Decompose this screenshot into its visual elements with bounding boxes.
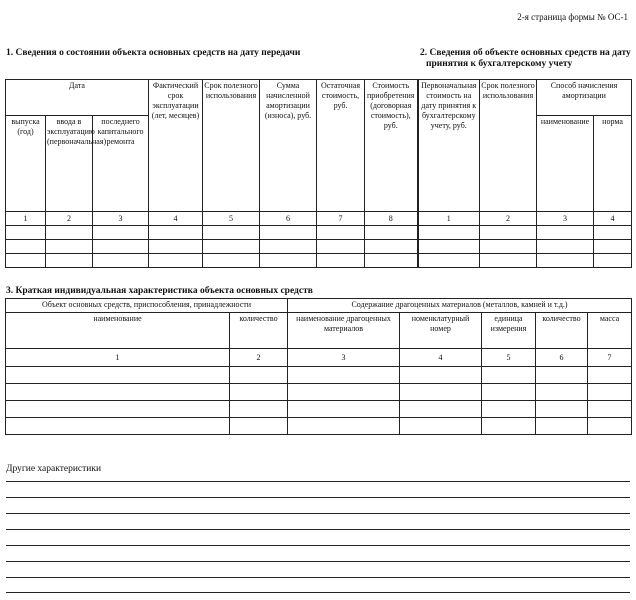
- table-cell[interactable]: [260, 240, 317, 254]
- table-cell[interactable]: [317, 254, 365, 268]
- table-cell[interactable]: [482, 418, 536, 435]
- col-num: 2: [230, 349, 288, 367]
- table-cell[interactable]: [365, 226, 418, 240]
- header-acquisition: Стоимость приобретения (договорная стоимость), руб.: [365, 80, 418, 212]
- table-cell[interactable]: [203, 226, 260, 240]
- col-num: 8: [365, 212, 418, 226]
- table-cell[interactable]: [46, 254, 93, 268]
- header-initial-cost: Первоначальная стоимость на дату принятия к бухгалтерскому учету, руб.: [418, 80, 480, 212]
- col-num: 6: [536, 349, 588, 367]
- section2-title: [420, 48, 631, 70]
- table-cell[interactable]: [6, 240, 46, 254]
- col-num: 6: [260, 212, 317, 226]
- page-note: 2-я страница формы № ОС-1: [517, 12, 628, 22]
- header-residual: Остаточная стоимость, руб.: [317, 80, 365, 212]
- table-cell[interactable]: [260, 226, 317, 240]
- table-cell[interactable]: [288, 401, 400, 418]
- section3-table: [5, 298, 632, 435]
- writing-line: [6, 481, 630, 482]
- col-num: 3: [93, 212, 149, 226]
- table-cell[interactable]: [288, 384, 400, 401]
- table-cell[interactable]: [400, 401, 482, 418]
- header-precious: Содержание драгоценных материалов (металлов, камней и т.д.): [288, 299, 632, 313]
- section2-title-line1: 2. Сведения об объекте основных средств на дату: [420, 48, 631, 58]
- header-name: наименование: [6, 313, 230, 349]
- table-cell[interactable]: [93, 254, 149, 268]
- writing-line: [6, 561, 630, 562]
- header-s2-useful-term: Срок полезного использования: [480, 80, 537, 212]
- col-num: 2: [480, 212, 537, 226]
- table-cell[interactable]: [203, 240, 260, 254]
- table-cell[interactable]: [230, 384, 288, 401]
- table-cell[interactable]: [418, 240, 480, 254]
- section2-title-line2: принятия к бухгалтерскому учету: [426, 59, 573, 69]
- header-unit: единица измерения: [482, 313, 536, 349]
- col-num: 7: [317, 212, 365, 226]
- table-cell[interactable]: [288, 418, 400, 435]
- table-cell[interactable]: [6, 384, 230, 401]
- table-cell[interactable]: [46, 226, 93, 240]
- header-object: Объект основных средств, приспособления, принадлежности: [6, 299, 288, 313]
- writing-line: [6, 529, 630, 530]
- table-cell[interactable]: [537, 240, 594, 254]
- table-cell[interactable]: [93, 240, 149, 254]
- table-cell[interactable]: [93, 226, 149, 240]
- col-num: 5: [203, 212, 260, 226]
- table-cell[interactable]: [536, 401, 588, 418]
- header-method: Способ начисления амортизации: [537, 80, 632, 116]
- table-cell[interactable]: [588, 418, 632, 435]
- table-cell[interactable]: [482, 401, 536, 418]
- table-cell[interactable]: [400, 418, 482, 435]
- header-precious-name: наименование драгоценных материалов: [288, 313, 400, 349]
- table-cell[interactable]: [317, 226, 365, 240]
- col-num: 4: [149, 212, 203, 226]
- col-num: 3: [537, 212, 594, 226]
- table-cell[interactable]: [46, 240, 93, 254]
- table-cell[interactable]: [537, 254, 594, 268]
- table-cell[interactable]: [480, 226, 537, 240]
- table-cell[interactable]: [6, 254, 46, 268]
- table-cell[interactable]: [537, 226, 594, 240]
- table-cell[interactable]: [418, 254, 480, 268]
- table-cell[interactable]: [230, 418, 288, 435]
- header-method-norm: норма: [594, 116, 632, 212]
- table-cell[interactable]: [149, 240, 203, 254]
- table-cell[interactable]: [365, 254, 418, 268]
- header-nomenclature: номенклатурный номер: [400, 313, 482, 349]
- table-cell[interactable]: [536, 418, 588, 435]
- table-cell[interactable]: [400, 384, 482, 401]
- col-num: 7: [588, 349, 632, 367]
- table-cell[interactable]: [365, 240, 418, 254]
- writing-line: [6, 545, 630, 546]
- table-cell[interactable]: [288, 367, 400, 384]
- table-cell[interactable]: [418, 226, 480, 240]
- header-issue: выпуска (год): [6, 116, 46, 212]
- table-cell[interactable]: [230, 367, 288, 384]
- header-method-name: наименование: [537, 116, 594, 212]
- table-cell[interactable]: [594, 254, 632, 268]
- table-cell[interactable]: [400, 367, 482, 384]
- table-cell[interactable]: [588, 401, 632, 418]
- table-cell[interactable]: [480, 254, 537, 268]
- writing-line: [6, 497, 630, 498]
- table-cell[interactable]: [594, 226, 632, 240]
- table-cell[interactable]: [230, 401, 288, 418]
- table-cell[interactable]: [536, 367, 588, 384]
- other-characteristics-label: Другие характеристики: [6, 464, 102, 474]
- header-actual-term: Фактический срок эксплуатации (лет, месяцев): [149, 80, 203, 212]
- section1-2-table: [5, 79, 632, 268]
- table-cell[interactable]: [594, 240, 632, 254]
- table-cell[interactable]: [149, 254, 203, 268]
- col-num: 1: [6, 212, 46, 226]
- writing-line: [6, 577, 630, 578]
- table-cell[interactable]: [480, 240, 537, 254]
- header-repair: последнего капитального ремонта: [93, 116, 149, 212]
- col-num: 5: [482, 349, 536, 367]
- table-cell[interactable]: [6, 226, 46, 240]
- header-date: Дата: [6, 80, 149, 116]
- table-cell[interactable]: [482, 384, 536, 401]
- header-commission: ввода в эксплуатацию (первоначальная): [46, 116, 93, 212]
- table-cell[interactable]: [482, 367, 536, 384]
- table-cell[interactable]: [588, 367, 632, 384]
- col-num: 1: [418, 212, 480, 226]
- table-cell[interactable]: [6, 367, 230, 384]
- section3-title: 3. Краткая индивидуальная характеристика объекта основных средств: [6, 286, 313, 296]
- header-amortization: Сумма начисленной амортизации (износа), руб.: [260, 80, 317, 212]
- col-num: 2: [46, 212, 93, 226]
- table-cell[interactable]: [317, 240, 365, 254]
- table-cell[interactable]: [6, 418, 230, 435]
- table-cell[interactable]: [260, 254, 317, 268]
- header-mass: масса: [588, 313, 632, 349]
- table-cell[interactable]: [149, 226, 203, 240]
- header-quantity: количество: [230, 313, 288, 349]
- table-cell[interactable]: [6, 401, 230, 418]
- writing-line: [6, 592, 630, 593]
- table-cell[interactable]: [536, 384, 588, 401]
- section1-title: 1. Сведения о состоянии объекта основных средств на дату передачи: [6, 48, 301, 58]
- table-cell[interactable]: [203, 254, 260, 268]
- table-cell[interactable]: [588, 384, 632, 401]
- header-useful-term: Срок полезного использования: [203, 80, 260, 212]
- header-precious-qty: количество: [536, 313, 588, 349]
- col-num: 4: [594, 212, 632, 226]
- col-num: 4: [400, 349, 482, 367]
- writing-line: [6, 513, 630, 514]
- col-num: 1: [6, 349, 230, 367]
- col-num: 3: [288, 349, 400, 367]
